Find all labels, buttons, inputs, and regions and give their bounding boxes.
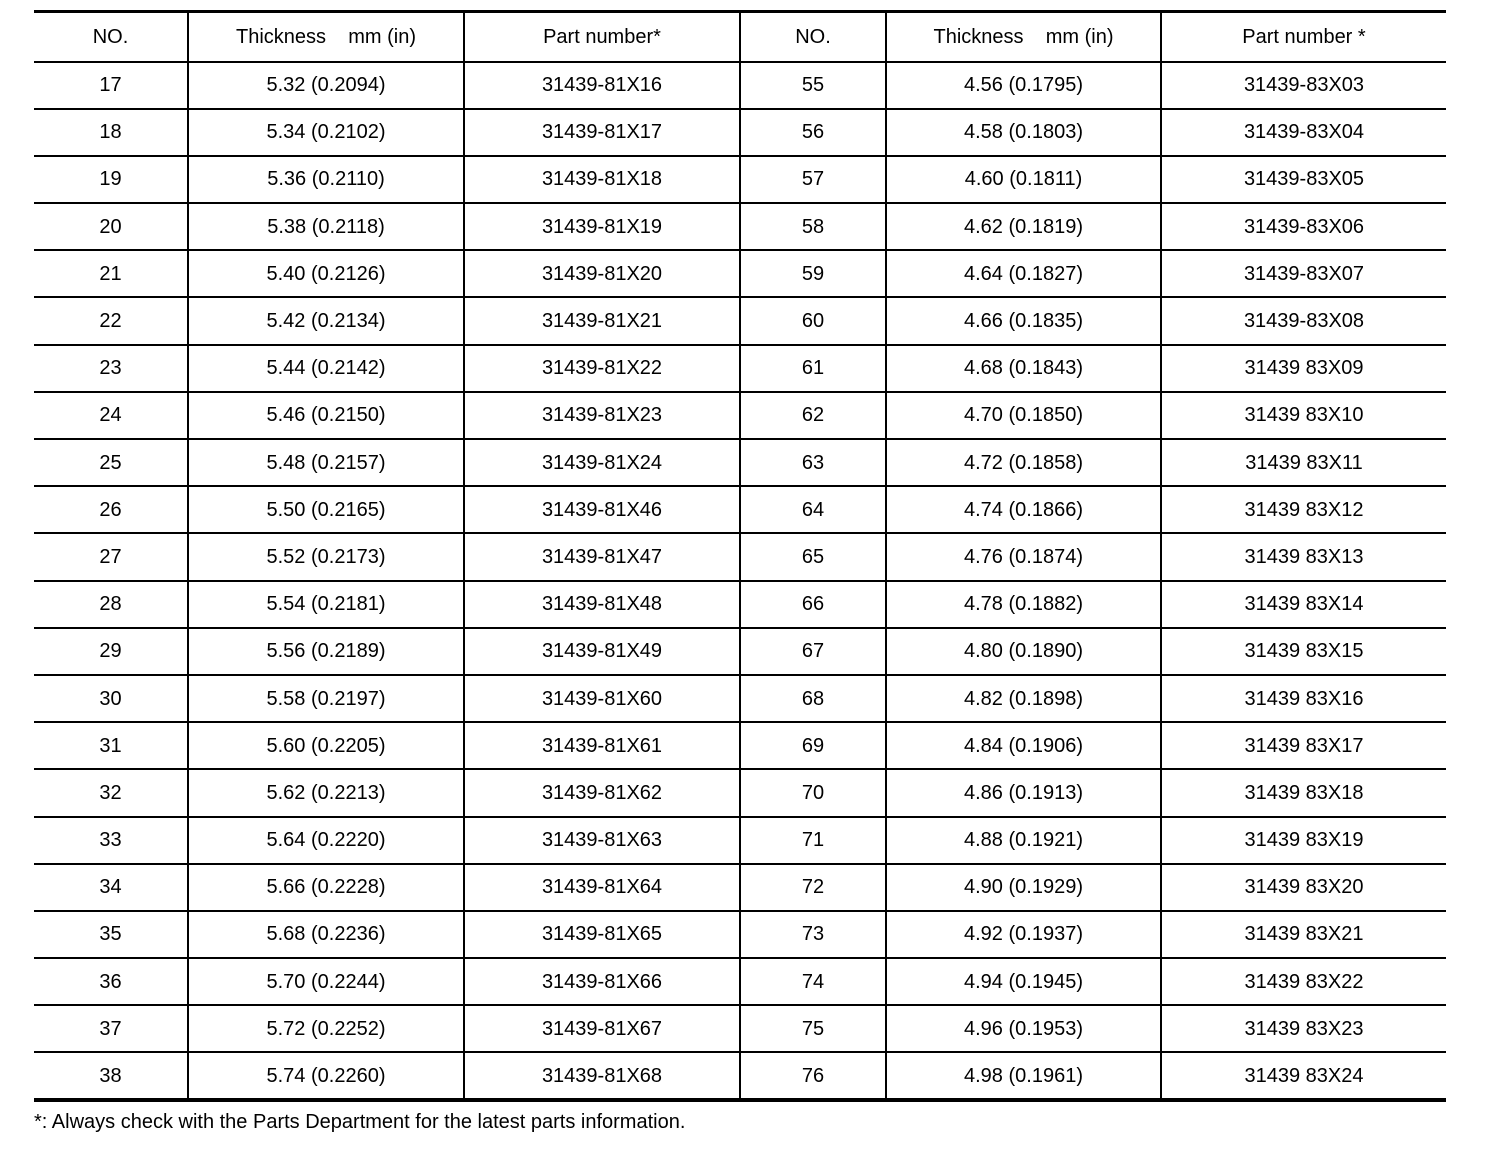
cell-part-number: 31439-81X66 [464,958,740,1005]
cell-thickness: 4.72 (0.1858) [886,439,1161,486]
table-row [34,486,1446,533]
table-row [34,581,1446,628]
cell-no: 25 [34,439,188,486]
cell-part-number: 31439 83X14 [1161,581,1446,628]
cell-no: 36 [34,958,188,1005]
column-header-thickness: Thickness mm (in) [188,12,464,62]
cell-part-number: 31439 83X23 [1161,1005,1446,1052]
cell-part-number: 31439-83X06 [1161,203,1446,250]
table-row [34,769,1446,816]
cell-no: 67 [740,628,886,675]
cell-part-number: 31439-83X04 [1161,109,1446,156]
cell-part-number: 31439-83X07 [1161,250,1446,297]
cell-thickness: 5.68 (0.2236) [188,911,464,958]
cell-thickness: 5.48 (0.2157) [188,439,464,486]
cell-part-number: 31439-81X68 [464,1052,740,1099]
cell-no: 26 [34,486,188,533]
cell-part-number: 31439-83X05 [1161,156,1446,203]
cell-no: 62 [740,392,886,439]
cell-part-number: 31439-83X03 [1161,62,1446,109]
cell-thickness: 4.88 (0.1921) [886,817,1161,864]
cell-no: 20 [34,203,188,250]
cell-part-number: 31439-81X16 [464,62,740,109]
cell-thickness: 4.68 (0.1843) [886,345,1161,392]
table-row [34,109,1446,156]
cell-part-number: 31439 83X12 [1161,486,1446,533]
cell-no: 24 [34,392,188,439]
cell-part-number: 31439 83X21 [1161,911,1446,958]
cell-thickness: 4.84 (0.1906) [886,722,1161,769]
cell-no: 30 [34,675,188,722]
cell-thickness: 5.66 (0.2228) [188,864,464,911]
cell-thickness: 4.80 (0.1890) [886,628,1161,675]
footnote: *: Always check with the Parts Department for the latest parts information. [34,1111,686,1133]
cell-part-number: 31439-81X63 [464,817,740,864]
cell-no: 22 [34,297,188,344]
cell-thickness: 4.94 (0.1945) [886,958,1161,1005]
cell-thickness: 5.60 (0.2205) [188,722,464,769]
cell-no: 34 [34,864,188,911]
cell-no: 19 [34,156,188,203]
cell-thickness: 4.56 (0.1795) [886,62,1161,109]
cell-no: 72 [740,864,886,911]
cell-thickness: 5.64 (0.2220) [188,817,464,864]
column-header-no: NO. [34,12,188,62]
cell-no: 28 [34,581,188,628]
table-row [34,439,1446,486]
cell-thickness: 5.40 (0.2126) [188,250,464,297]
cell-thickness: 5.56 (0.2189) [188,628,464,675]
cell-no: 59 [740,250,886,297]
column-header-thickness: Thickness mm (in) [886,12,1161,62]
cell-thickness: 4.64 (0.1827) [886,250,1161,297]
cell-part-number: 31439-81X61 [464,722,740,769]
table-row [34,62,1446,109]
table-row [34,156,1446,203]
cell-part-number: 31439 83X15 [1161,628,1446,675]
cell-part-number: 31439-81X22 [464,345,740,392]
cell-part-number: 31439-81X48 [464,581,740,628]
cell-part-number: 31439 83X19 [1161,817,1446,864]
cell-no: 56 [740,109,886,156]
cell-part-number: 31439-81X49 [464,628,740,675]
cell-thickness: 5.70 (0.2244) [188,958,464,1005]
cell-thickness: 5.44 (0.2142) [188,345,464,392]
table-row [34,911,1446,958]
cell-part-number: 31439 83X10 [1161,392,1446,439]
cell-no: 73 [740,911,886,958]
cell-thickness: 5.52 (0.2173) [188,533,464,580]
table-row [34,628,1446,675]
cell-part-number: 31439 83X20 [1161,864,1446,911]
cell-part-number: 31439 83X11 [1161,439,1446,486]
cell-thickness: 5.32 (0.2094) [188,62,464,109]
table-row [34,297,1446,344]
cell-no: 60 [740,297,886,344]
cell-no: 27 [34,533,188,580]
cell-no: 69 [740,722,886,769]
cell-no: 64 [740,486,886,533]
cell-no: 68 [740,675,886,722]
cell-thickness: 4.96 (0.1953) [886,1005,1161,1052]
cell-no: 71 [740,817,886,864]
table-row [34,1005,1446,1052]
cell-part-number: 31439-81X17 [464,109,740,156]
cell-thickness: 4.90 (0.1929) [886,864,1161,911]
table-row [34,722,1446,769]
cell-thickness: 5.36 (0.2110) [188,156,464,203]
cell-no: 38 [34,1052,188,1099]
cell-part-number: 31439-81X21 [464,297,740,344]
cell-thickness: 5.42 (0.2134) [188,297,464,344]
table-row [34,533,1446,580]
cell-part-number: 31439-81X18 [464,156,740,203]
cell-no: 29 [34,628,188,675]
table-row [34,345,1446,392]
cell-part-number: 31439-81X20 [464,250,740,297]
cell-thickness: 5.38 (0.2118) [188,203,464,250]
cell-thickness: 4.76 (0.1874) [886,533,1161,580]
cell-thickness: 5.74 (0.2260) [188,1052,464,1099]
cell-no: 75 [740,1005,886,1052]
cell-thickness: 4.58 (0.1803) [886,109,1161,156]
cell-no: 61 [740,345,886,392]
table-row [34,392,1446,439]
cell-thickness: 4.62 (0.1819) [886,203,1161,250]
cell-thickness: 4.86 (0.1913) [886,769,1161,816]
cell-part-number: 31439-81X67 [464,1005,740,1052]
cell-no: 74 [740,958,886,1005]
table-row [34,817,1446,864]
column-header-part-number: Part number * [1161,12,1446,62]
cell-thickness: 4.98 (0.1961) [886,1052,1161,1099]
cell-thickness: 4.66 (0.1835) [886,297,1161,344]
cell-thickness: 4.70 (0.1850) [886,392,1161,439]
cell-no: 63 [740,439,886,486]
cell-thickness: 4.92 (0.1937) [886,911,1161,958]
cell-no: 23 [34,345,188,392]
cell-no: 55 [740,62,886,109]
cell-thickness: 5.58 (0.2197) [188,675,464,722]
cell-thickness: 4.60 (0.1811) [886,156,1161,203]
cell-part-number: 31439-81X24 [464,439,740,486]
table-row [34,675,1446,722]
cell-no: 32 [34,769,188,816]
cell-no: 57 [740,156,886,203]
cell-thickness: 5.54 (0.2181) [188,581,464,628]
cell-no: 65 [740,533,886,580]
table-row [34,250,1446,297]
cell-part-number: 31439 83X17 [1161,722,1446,769]
cell-part-number: 31439 83X16 [1161,675,1446,722]
cell-no: 66 [740,581,886,628]
cell-thickness: 4.74 (0.1866) [886,486,1161,533]
cell-no: 58 [740,203,886,250]
cell-no: 21 [34,250,188,297]
cell-part-number: 31439-83X08 [1161,297,1446,344]
cell-thickness: 5.62 (0.2213) [188,769,464,816]
cell-thickness: 4.82 (0.1898) [886,675,1161,722]
column-header-no: NO. [740,12,886,62]
cell-thickness: 4.78 (0.1882) [886,581,1161,628]
cell-no: 18 [34,109,188,156]
column-header-part-number: Part number* [464,12,740,62]
cell-thickness: 5.34 (0.2102) [188,109,464,156]
cell-thickness: 5.46 (0.2150) [188,392,464,439]
cell-part-number: 31439-81X62 [464,769,740,816]
cell-part-number: 31439-81X46 [464,486,740,533]
cell-part-number: 31439-81X64 [464,864,740,911]
table-header [34,12,1446,62]
cell-no: 76 [740,1052,886,1099]
table-row [34,864,1446,911]
cell-part-number: 31439 83X13 [1161,533,1446,580]
cell-part-number: 31439-81X47 [464,533,740,580]
cell-no: 35 [34,911,188,958]
cell-part-number: 31439-81X19 [464,203,740,250]
cell-part-number: 31439-81X65 [464,911,740,958]
cell-part-number: 31439-81X23 [464,392,740,439]
cell-no: 33 [34,817,188,864]
cell-thickness: 5.72 (0.2252) [188,1005,464,1052]
table-row [34,958,1446,1005]
cell-no: 70 [740,769,886,816]
table-body [34,62,1446,1100]
table-row [34,1052,1446,1099]
cell-no: 17 [34,62,188,109]
cell-part-number: 31439-81X60 [464,675,740,722]
cell-no: 31 [34,722,188,769]
cell-part-number: 31439 83X09 [1161,345,1446,392]
cell-no: 37 [34,1005,188,1052]
cell-part-number: 31439 83X24 [1161,1052,1446,1099]
cell-part-number: 31439 83X22 [1161,958,1446,1005]
header-row [34,12,1446,62]
cell-thickness: 5.50 (0.2165) [188,486,464,533]
table-row [34,203,1446,250]
cell-part-number: 31439 83X18 [1161,769,1446,816]
shim-thickness-table [34,10,1446,1102]
